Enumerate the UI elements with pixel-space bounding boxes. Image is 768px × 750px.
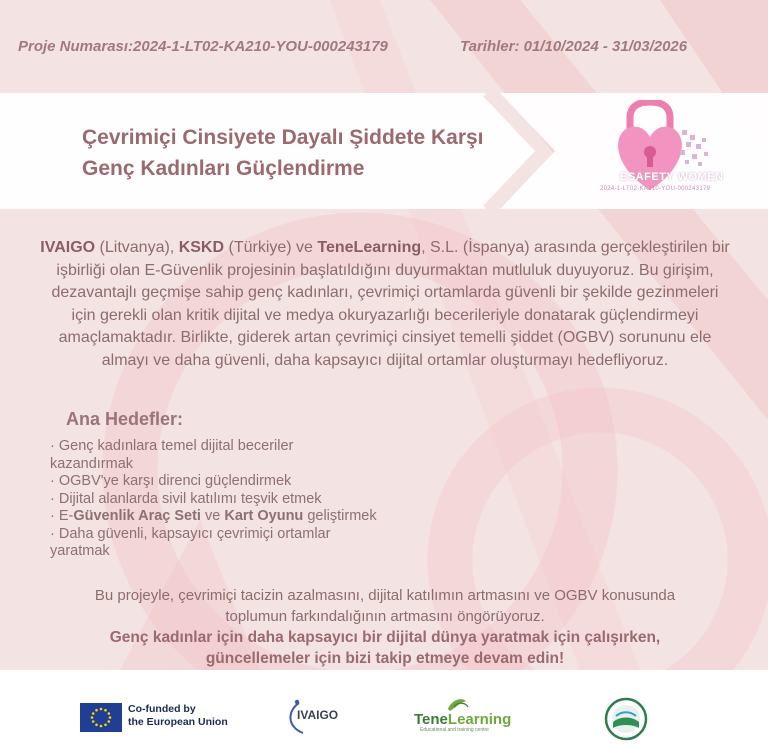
list-item: · Daha güvenli, kapsayıcı çevrimiçi ortamlar yaratmak <box>50 525 331 559</box>
eu-line-1: Co-funded by <box>128 703 196 715</box>
kskd-logo <box>604 697 648 741</box>
intro-text: , S.L. (İspanya) arasında gerçekleştirilen bir işbirliği olan E-Güvenlik projesinin başlatıldığını duyurmaktan mutluluk duyuyoruz. Bu girişim, dezavantajlı geçmişe sahip genç kadınları, çevrimiçi ortamlarda güvenli bir şekilde gezinmeleri için gerekli olan kritik dijital ve medya okuryazarlığı becerileriyle donatarak güçlendirmeyi amaçlamaktadır. Birlikte, giderek artan çevrimiçi cinsiyet temelli şiddet (OGBV) sorununu ele almayı ve daha güvenli, daha kapsayıcı dijital ortamlar oluşturmayı hedefliyoruz. <box>51 239 730 369</box>
logo-title: ESAFETY WOMEN <box>620 171 724 183</box>
closing-text: Bu projeyle, çevrimiçi tacizin azalmasını, dijital katılımın artmasını ve OGBV konusunda toplumun farkındalığının artmasını öngörüyoruz. <box>94 587 676 625</box>
eu-flag-icon <box>80 703 122 732</box>
eu-cofunded-label <box>128 703 228 729</box>
eu-line-2: the European Union <box>128 716 228 728</box>
tene-word: Tene <box>414 711 448 728</box>
org-kskd: KSKD <box>178 239 225 256</box>
closing-call-to-action: Genç kadınlar için daha kapsayıcı bir dijital dünya yaratmak için çalışırken, güncellemeler için bizi takip etmeye devam edin! <box>109 629 661 667</box>
esafety-women-logo <box>590 100 730 200</box>
goal-bold-cardgame: Kart Oyunu <box>224 508 304 524</box>
goals-list <box>50 438 377 561</box>
learning-word: Learning <box>447 711 512 728</box>
goal-text: geliştirmek <box>303 508 377 524</box>
org-tenelearning: TeneLearning <box>317 239 422 256</box>
goals-heading: Ana Hedefler: <box>66 409 184 429</box>
list-item <box>50 508 377 526</box>
logo-code: 2024-1-LT02-KA210-YOU-000243179 <box>600 186 711 192</box>
ivaigo-logo-text: IVAIGO <box>297 708 339 722</box>
org-kskd-country: (Türkiye) ve <box>224 239 318 256</box>
tenelearning-logo-text <box>414 711 511 728</box>
intro-paragraph <box>40 237 730 372</box>
list-item: · Dijital alanlarda sivil katılımı teşvik etmek <box>50 490 322 507</box>
org-ivaigo: IVAIGO <box>40 239 96 256</box>
title-line-2: Genç Kadınları Güçlendirme <box>82 157 365 180</box>
goal-text: · E- <box>50 508 74 524</box>
tenelearning-subtitle: Educational and training centre <box>420 727 489 733</box>
list-item: · Genç kadınlara temel dijital beceriler kazandırmak <box>50 438 294 472</box>
project-info <box>18 38 758 55</box>
project-number: Proje Numarası:2024-1-LT02-KA210-YOU-000243179 <box>18 38 388 55</box>
org-ivaigo-country: (Litvanya), <box>95 239 179 256</box>
title-line-1: Çevrimiçi Cinsiyete Dayalı Şiddete Karşı <box>82 126 484 149</box>
goal-text: ve <box>200 508 225 524</box>
list-item: · OGBV'ye karşı direnci güçlendirmek <box>50 473 292 489</box>
project-dates: Tarihler: 01/10/2024 - 31/03/2026 <box>460 38 688 55</box>
goal-bold-toolkit: Güvenlik Araç Seti <box>73 508 201 524</box>
page-title <box>82 122 484 184</box>
